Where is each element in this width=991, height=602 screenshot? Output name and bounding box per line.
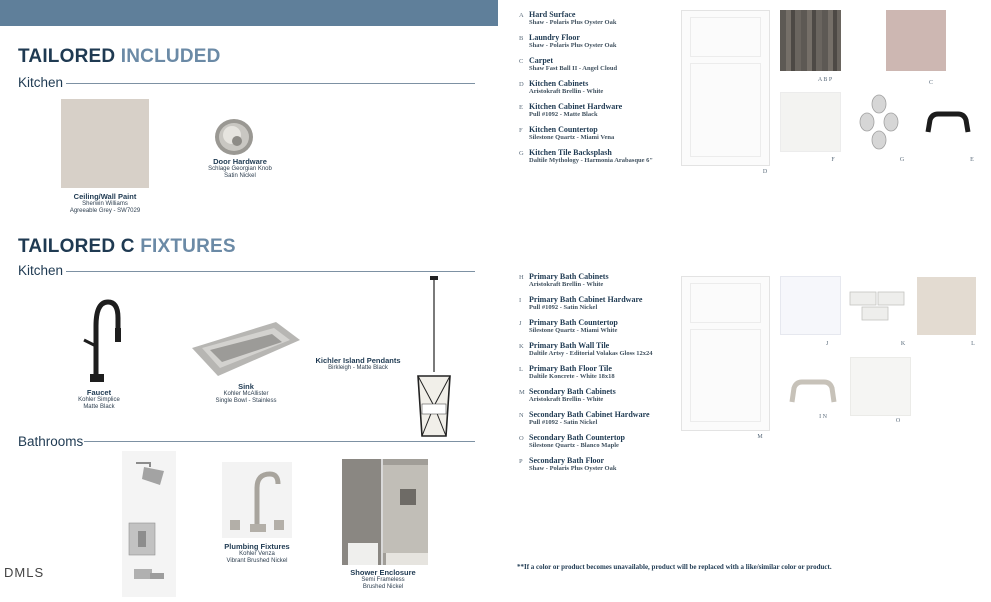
- plumbing-model: Kohler Venza: [239, 551, 275, 557]
- spec-subtitle: Pull #1092 - Matte Black: [529, 111, 598, 118]
- spec-subtitle: Pull #1092 - Satin Nickel: [529, 304, 598, 311]
- spec-item: [519, 102, 679, 125]
- spec-item: [519, 295, 679, 318]
- swatch-label-d: D: [762, 169, 768, 175]
- bath-pull-swatch: [788, 376, 838, 406]
- paint-brand: Sherwin Williams: [82, 201, 128, 207]
- spec-body: [529, 10, 616, 33]
- spec-title: Secondary Bath Cabinet Hardware: [529, 410, 650, 419]
- spec-letter: A: [519, 12, 524, 19]
- sink-caption: [186, 382, 306, 405]
- door-finish: Satin Nickel: [224, 173, 256, 179]
- top-banner: [0, 0, 498, 26]
- section-title-included: TAILORED INCLUDED: [18, 46, 221, 67]
- spec-list-top: [519, 10, 679, 171]
- plumbing-caption: [196, 542, 318, 565]
- swatch-label-in: I N: [819, 414, 827, 420]
- spec-subtitle: Aristokraft Brellin - White: [529, 88, 604, 95]
- bathrooms-heading: Bathrooms: [18, 434, 84, 449]
- spec-item: [519, 148, 679, 171]
- spec-body: [529, 456, 616, 479]
- spec-title: Secondary Bath Countertop: [529, 433, 626, 442]
- door-model: Schlage Georgian Knob: [208, 166, 272, 172]
- spec-subtitle: Silestone Quartz - Blanco Maple: [529, 442, 619, 449]
- spec-title: Kitchen Cabinets: [529, 79, 589, 88]
- plumbing-title: Plumbing Fixtures: [224, 542, 290, 551]
- spec-item: [519, 410, 679, 433]
- spec-subtitle: Silestone Quartz - Miami White: [529, 327, 618, 334]
- spec-letter: K: [519, 343, 524, 350]
- swatch-label-f: F: [831, 157, 835, 163]
- spec-body: [529, 79, 603, 102]
- sink-image: [190, 320, 302, 378]
- faucet-title: Faucet: [86, 388, 112, 397]
- spec-body: [529, 125, 614, 148]
- backsplash-tile-swatch: [856, 94, 902, 152]
- swatch-label-abp: A B P: [817, 77, 833, 83]
- spec-letter: B: [519, 35, 524, 42]
- spec-body: [529, 364, 615, 387]
- spec-body: [529, 102, 622, 125]
- spec-subtitle: Shaw - Polaris Plus Oyster Oak: [529, 465, 617, 472]
- footnote: **If a color or product becomes unavailable, product will be replaced with a like/similar color or product.: [517, 563, 832, 571]
- hard-surface-swatch: [780, 10, 841, 71]
- spec-title: Primary Bath Cabinet Hardware: [529, 295, 643, 304]
- spec-body: [529, 295, 642, 318]
- kitchen-heading-2: Kitchen: [18, 263, 64, 278]
- spec-body: [529, 318, 618, 341]
- spec-subtitle: Shaw - Polaris Plus Oyster Oak: [529, 42, 617, 49]
- spec-body: [529, 387, 616, 410]
- spec-title: Secondary Bath Cabinets: [529, 387, 616, 396]
- swatch-label-j: J: [825, 341, 829, 347]
- spec-body: [529, 148, 653, 171]
- spec-title: Laundry Floor: [529, 33, 580, 42]
- spec-subtitle: Pull #1092 - Satin Nickel: [529, 419, 598, 426]
- spec-body: [529, 341, 653, 364]
- spec-item: [519, 364, 679, 387]
- spec-letter: J: [519, 320, 522, 327]
- pendant-caption: [300, 356, 416, 372]
- spec-letter: M: [519, 389, 525, 396]
- swatch-label-e: E: [970, 157, 974, 163]
- spec-title: Primary Bath Wall Tile: [529, 341, 610, 350]
- spec-subtitle: Shaw Fast Ball II - Angel Cloud: [529, 65, 618, 72]
- spec-subtitle: Aristokraft Brellin - White: [529, 281, 604, 288]
- door-title: Door Hardware: [213, 157, 267, 166]
- faucet-image: [76, 296, 122, 384]
- floor-tile-swatch: [917, 277, 976, 335]
- paint-swatch: [61, 99, 149, 188]
- shower-type: Semi Frameless: [361, 577, 405, 583]
- spec-letter: O: [519, 435, 524, 442]
- bath-cabinet-swatch: [681, 276, 770, 431]
- spec-letter: N: [519, 412, 524, 419]
- spec-letter: H: [519, 274, 524, 281]
- spec-subtitle: Silestone Quartz - Miami Vena: [529, 134, 615, 141]
- divider: [66, 83, 475, 84]
- plumbing-finish: Vibrant Brushed Nickel: [226, 558, 288, 564]
- spec-body: [529, 272, 609, 295]
- kitchen-heading: Kitchen: [18, 75, 64, 90]
- swatch-label-o: O: [895, 418, 901, 424]
- section-title-fixtures: TAILORED C FIXTURES: [18, 236, 236, 257]
- countertop-swatch: [780, 92, 841, 152]
- paint-caption: [45, 192, 165, 215]
- spec-letter: F: [519, 127, 523, 134]
- pendant-model: Birkleigh - Matte Black: [328, 365, 388, 371]
- door-caption: [180, 157, 300, 180]
- spec-subtitle: Daltile Artsy - Editorial Volakas Gloss 12x24: [529, 350, 653, 357]
- spec-item: [519, 10, 679, 33]
- spec-body: [529, 410, 650, 433]
- mls-watermark: DMLS: [4, 565, 45, 580]
- primary-countertop-swatch: [780, 276, 841, 335]
- spec-subtitle: Shaw - Polaris Plus Oyster Oak: [529, 19, 617, 26]
- shower-enclosure-image: [342, 459, 428, 565]
- spec-subtitle: Daltile Koncrete - White 18x18: [529, 373, 615, 380]
- divider: [66, 271, 475, 272]
- spec-body: [529, 33, 616, 56]
- paint-color: Agreeable Grey - SW7029: [69, 208, 141, 214]
- spec-title: Kitchen Tile Backsplash: [529, 148, 612, 157]
- spec-title: Hard Surface: [529, 10, 576, 19]
- wall-tile-swatch: [848, 290, 906, 322]
- spec-letter: E: [519, 104, 523, 111]
- spec-title: Secondary Bath Floor: [529, 456, 605, 465]
- spec-title: Kitchen Cabinet Hardware: [529, 102, 623, 111]
- spec-letter: L: [519, 366, 523, 373]
- spec-item: [519, 79, 679, 102]
- sink-title: Sink: [238, 382, 254, 391]
- spec-item: [519, 456, 679, 479]
- secondary-countertop-swatch: [850, 357, 911, 416]
- spec-letter: I: [519, 297, 522, 304]
- shower-title: Shower Enclosure: [350, 568, 416, 577]
- door-knob-image: [213, 117, 255, 157]
- divider: [84, 441, 475, 442]
- faucet-model: Kohler Simplice: [78, 397, 120, 403]
- plumbing-fixture-image: [222, 462, 292, 538]
- kitchen-cabinet-swatch: [681, 10, 770, 166]
- spec-subtitle: Aristokraft Brellin - White: [529, 396, 604, 403]
- spec-item: [519, 341, 679, 364]
- swatch-label-k: K: [900, 341, 906, 347]
- spec-subtitle: Daltile Mythology - Harmonia Arabasque 6": [529, 157, 654, 164]
- pendant-title: Kichler Island Pendants: [315, 356, 401, 365]
- swatch-label-m: M: [757, 434, 763, 440]
- spec-letter: G: [519, 150, 524, 157]
- carpet-swatch: [886, 10, 946, 71]
- spec-title: Primary Bath Countertop: [529, 318, 618, 327]
- pendant-image: [413, 276, 455, 440]
- spec-body: [529, 56, 617, 79]
- spec-letter: C: [519, 58, 524, 65]
- spec-body: [529, 433, 625, 456]
- swatch-label-c: C: [928, 80, 933, 86]
- paint-title: Ceiling/Wall Paint: [73, 192, 137, 201]
- spec-item: [519, 272, 679, 295]
- spec-item: [519, 33, 679, 56]
- spec-item: [519, 318, 679, 341]
- swatch-label-l: L: [971, 341, 975, 347]
- faucet-finish: Matte Black: [83, 404, 115, 410]
- shower-caption: [322, 568, 444, 591]
- shower-fixture-image: [122, 451, 176, 597]
- spec-list-bottom: [519, 272, 679, 479]
- sink-model: Kohler McAllister: [223, 391, 269, 397]
- spec-letter: P: [519, 458, 523, 465]
- spec-item: [519, 387, 679, 410]
- faucet-caption: [40, 388, 158, 411]
- spec-title: Kitchen Countertop: [529, 125, 598, 134]
- spec-item: [519, 56, 679, 79]
- spec-item: [519, 125, 679, 148]
- spec-title: Primary Bath Floor Tile: [529, 364, 612, 373]
- swatch-label-g: G: [899, 157, 905, 163]
- shower-finish: Brushed Nickel: [362, 584, 404, 590]
- spec-title: Primary Bath Cabinets: [529, 272, 609, 281]
- kitchen-pull-swatch: [924, 110, 972, 138]
- spec-letter: D: [519, 81, 524, 88]
- sink-type: Single Bowl - Stainless: [215, 398, 277, 404]
- spec-title: Carpet: [529, 56, 553, 65]
- spec-item: [519, 433, 679, 456]
